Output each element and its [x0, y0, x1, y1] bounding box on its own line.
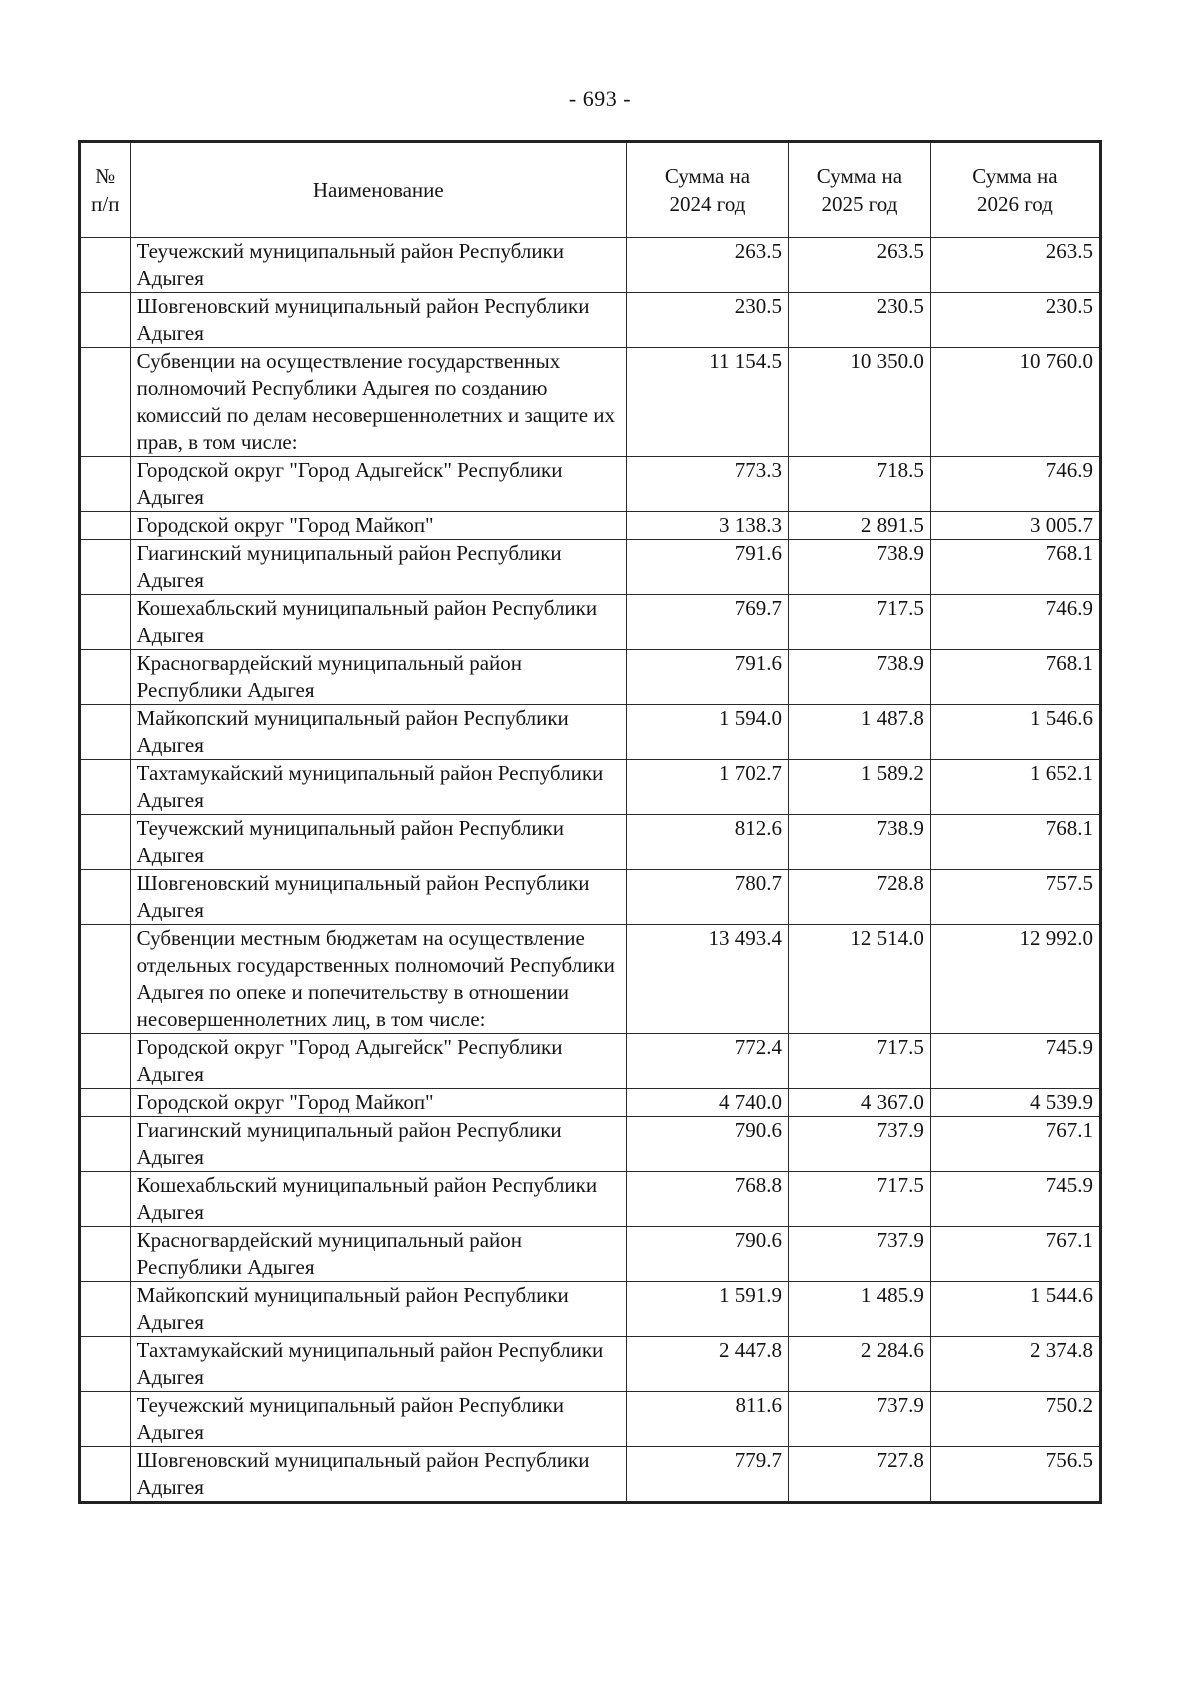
cell-2026: 745.9 [930, 1172, 1100, 1227]
cell-2024: 779.7 [626, 1447, 788, 1503]
cell-name: Красногвардейский муниципальный район Республики Адыгея [130, 650, 626, 705]
table-row [80, 650, 1101, 705]
table-row [80, 1392, 1101, 1447]
cell-2024: 769.7 [626, 595, 788, 650]
table-row [80, 760, 1101, 815]
table-row [80, 512, 1101, 540]
cell-number [80, 705, 131, 760]
cell-number [80, 1117, 131, 1172]
cell-2026: 757.5 [930, 870, 1100, 925]
cell-2025: 263.5 [789, 238, 931, 293]
cell-name: Городской округ "Город Адыгейск" Республики Адыгея [130, 457, 626, 512]
cell-2024: 1 702.7 [626, 760, 788, 815]
cell-2026: 263.5 [930, 238, 1100, 293]
cell-2026: 1 544.6 [930, 1282, 1100, 1337]
table-row [80, 1337, 1101, 1392]
cell-number [80, 650, 131, 705]
cell-2025: 717.5 [789, 1034, 931, 1089]
cell-number [80, 1337, 131, 1392]
table-row [80, 1282, 1101, 1337]
cell-2024: 4 740.0 [626, 1089, 788, 1117]
cell-2024: 791.6 [626, 540, 788, 595]
cell-number [80, 348, 131, 457]
cell-2024: 1 594.0 [626, 705, 788, 760]
cell-2026: 10 760.0 [930, 348, 1100, 457]
header-number [80, 142, 131, 238]
header-name [130, 142, 626, 238]
cell-2025: 12 514.0 [789, 925, 931, 1034]
cell-name: Тахтамукайский муниципальный район Республики Адыгея [130, 1337, 626, 1392]
header-2024-label: Сумма на 2024 год [664, 164, 751, 216]
cell-2024: 3 138.3 [626, 512, 788, 540]
cell-2024: 790.6 [626, 1117, 788, 1172]
cell-number [80, 595, 131, 650]
cell-2026: 768.1 [930, 815, 1100, 870]
cell-2026: 1 652.1 [930, 760, 1100, 815]
cell-2026: 4 539.9 [930, 1089, 1100, 1117]
cell-2026: 230.5 [930, 293, 1100, 348]
cell-2025: 1 485.9 [789, 1282, 931, 1337]
header-2025 [789, 142, 931, 238]
table-row [80, 870, 1101, 925]
table-row [80, 540, 1101, 595]
cell-name: Шовгеновский муниципальный район Республики Адыгея [130, 293, 626, 348]
table-row [80, 1089, 1101, 1117]
cell-2024: 263.5 [626, 238, 788, 293]
cell-2025: 2 891.5 [789, 512, 931, 540]
cell-name: Теучежский муниципальный район Республики Адыгея [130, 1392, 626, 1447]
cell-2025: 230.5 [789, 293, 931, 348]
cell-number [80, 1282, 131, 1337]
header-name-label: Наименование [312, 178, 444, 202]
table-body [80, 238, 1101, 1503]
table-row [80, 1447, 1101, 1503]
header-2026-label: Сумма на 2026 год [972, 164, 1058, 216]
cell-2026: 750.2 [930, 1392, 1100, 1447]
cell-2024: 772.4 [626, 1034, 788, 1089]
cell-2024: 791.6 [626, 650, 788, 705]
cell-2024: 2 447.8 [626, 1337, 788, 1392]
cell-2026: 746.9 [930, 595, 1100, 650]
cell-2025: 738.9 [789, 540, 931, 595]
header-number-label: № п/п [91, 164, 120, 216]
cell-name: Красногвардейский муниципальный район Республики Адыгея [130, 1227, 626, 1282]
cell-number [80, 457, 131, 512]
cell-name: Тахтамукайский муниципальный район Республики Адыгея [130, 760, 626, 815]
cell-name: Городской округ "Город Майкоп" [130, 512, 626, 540]
cell-2026: 767.1 [930, 1117, 1100, 1172]
cell-2025: 727.8 [789, 1447, 931, 1503]
cell-2025: 717.5 [789, 595, 931, 650]
cell-number [80, 1392, 131, 1447]
cell-number [80, 540, 131, 595]
cell-number [80, 1227, 131, 1282]
cell-name: Теучежский муниципальный район Республики Адыгея [130, 815, 626, 870]
cell-number [80, 293, 131, 348]
cell-2026: 745.9 [930, 1034, 1100, 1089]
table-row [80, 595, 1101, 650]
cell-number [80, 1089, 131, 1117]
cell-2025: 2 284.6 [789, 1337, 931, 1392]
cell-2025: 10 350.0 [789, 348, 931, 457]
cell-2026: 746.9 [930, 457, 1100, 512]
table-row [80, 925, 1101, 1034]
cell-number [80, 1034, 131, 1089]
cell-2026: 768.1 [930, 650, 1100, 705]
cell-name: Майкопский муниципальный район Республики Адыгея [130, 1282, 626, 1337]
cell-name: Майкопский муниципальный район Республики Адыгея [130, 705, 626, 760]
cell-2024: 790.6 [626, 1227, 788, 1282]
cell-2025: 4 367.0 [789, 1089, 931, 1117]
cell-number [80, 238, 131, 293]
table-row [80, 1034, 1101, 1089]
table-row [80, 1172, 1101, 1227]
cell-2024: 811.6 [626, 1392, 788, 1447]
cell-2025: 738.9 [789, 650, 931, 705]
cell-name: Шовгеновский муниципальный район Республики Адыгея [130, 1447, 626, 1503]
cell-2026: 768.1 [930, 540, 1100, 595]
cell-name: Гиагинский муниципальный район Республики Адыгея [130, 540, 626, 595]
cell-number [80, 512, 131, 540]
cell-2025: 718.5 [789, 457, 931, 512]
cell-2024: 780.7 [626, 870, 788, 925]
table-header [80, 142, 1101, 238]
cell-2025: 728.8 [789, 870, 931, 925]
header-2024 [626, 142, 788, 238]
cell-number [80, 925, 131, 1034]
cell-number [80, 870, 131, 925]
header-2026 [930, 142, 1100, 238]
table-row [80, 457, 1101, 512]
cell-name: Шовгеновский муниципальный район Республики Адыгея [130, 870, 626, 925]
cell-name: Городской округ "Город Майкоп" [130, 1089, 626, 1117]
cell-2026: 2 374.8 [930, 1337, 1100, 1392]
table-row [80, 238, 1101, 293]
cell-2025: 738.9 [789, 815, 931, 870]
cell-2024: 230.5 [626, 293, 788, 348]
cell-name: Субвенции местным бюджетам на осуществление отдельных государственных полномочий Республики Адыгея по опеке и попечительству в отношении несовершеннолетних лиц, в том числе: [130, 925, 626, 1034]
cell-name: Субвенции на осуществление государственных полномочий Республики Адыгея по созданию комиссий по делам несовершеннолетних и защите их прав, в том числе: [130, 348, 626, 457]
cell-name: Городской округ "Город Адыгейск" Республики Адыгея [130, 1034, 626, 1089]
cell-number [80, 1447, 131, 1503]
cell-2024: 11 154.5 [626, 348, 788, 457]
page-number: - 693 - [568, 86, 632, 111]
header-2025-label: Сумма на 2025 год [816, 164, 903, 216]
cell-2026: 756.5 [930, 1447, 1100, 1503]
budget-table-container [78, 140, 1102, 1504]
cell-number [80, 1172, 131, 1227]
header-row [80, 142, 1101, 238]
cell-2024: 773.3 [626, 457, 788, 512]
cell-2025: 737.9 [789, 1392, 931, 1447]
budget-table [78, 140, 1102, 1504]
cell-2026: 3 005.7 [930, 512, 1100, 540]
cell-2026: 1 546.6 [930, 705, 1100, 760]
cell-2024: 1 591.9 [626, 1282, 788, 1337]
cell-2024: 812.6 [626, 815, 788, 870]
cell-number [80, 815, 131, 870]
table-row [80, 348, 1101, 457]
cell-name: Кошехабльский муниципальный район Республики Адыгея [130, 595, 626, 650]
cell-2025: 737.9 [789, 1227, 931, 1282]
table-row [80, 815, 1101, 870]
table-row [80, 1117, 1101, 1172]
cell-2025: 1 589.2 [789, 760, 931, 815]
cell-name: Теучежский муниципальный район Республики Адыгея [130, 238, 626, 293]
cell-2025: 717.5 [789, 1172, 931, 1227]
cell-name: Кошехабльский муниципальный район Республики Адыгея [130, 1172, 626, 1227]
cell-2024: 768.8 [626, 1172, 788, 1227]
table-row [80, 1227, 1101, 1282]
cell-2025: 737.9 [789, 1117, 931, 1172]
cell-name: Гиагинский муниципальный район Республики Адыгея [130, 1117, 626, 1172]
cell-2025: 1 487.8 [789, 705, 931, 760]
table-row [80, 293, 1101, 348]
cell-2026: 12 992.0 [930, 925, 1100, 1034]
cell-2024: 13 493.4 [626, 925, 788, 1034]
table-row [80, 705, 1101, 760]
cell-2026: 767.1 [930, 1227, 1100, 1282]
cell-number [80, 760, 131, 815]
